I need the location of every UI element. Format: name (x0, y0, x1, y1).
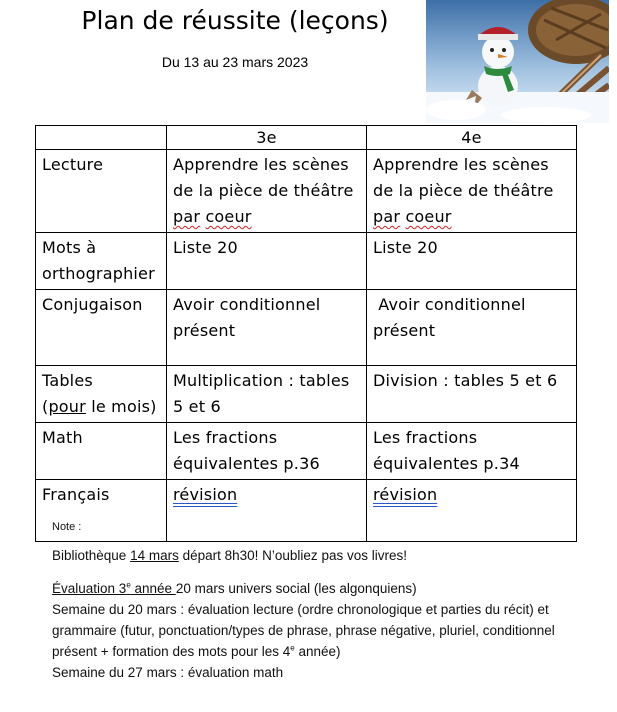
table-row (36, 150, 577, 233)
header-cell-3e: 3e (167, 126, 367, 150)
subject-cell: Français (36, 480, 167, 542)
week-20-note: Semaine du 20 mars : évaluation lecture (ordre chronologique et parties du récit) et grammaire (futur, ponctuation/types de phrase, phrase négative, pluriel, conditionnel présent + formation des mots pour les 4e année) (52, 602, 555, 659)
date-range: Du 13 au 23 mars 2023 (161, 54, 309, 70)
notes-section (52, 521, 572, 683)
note-label: Note : (52, 521, 82, 533)
table-row (36, 233, 577, 290)
grade4-cell: Apprendre les scènes de la pièce de théâtre par coeur (367, 150, 577, 233)
grade4-cell: Avoir conditionnel présent (367, 290, 577, 366)
grade3-cell: Les fractions équivalentes p.36 (167, 423, 367, 480)
subject-cell: Math (36, 423, 167, 480)
subject-cell: Lecture (36, 150, 167, 233)
lesson-table (35, 125, 577, 542)
grade4-cell: Division : tables 5 et 6 (367, 366, 577, 423)
table-header-row (36, 126, 577, 150)
library-note: Bibliothèque 14 mars départ 8h30! N’oubliez pas vos livres! (52, 548, 407, 563)
subject-cell: Conjugaison (36, 290, 167, 366)
snowman-photo (426, 0, 609, 123)
table-row (36, 366, 577, 423)
table-row (36, 423, 577, 480)
grade4-cell: révision (367, 480, 577, 542)
grade3-cell: Apprendre les scènes de la pièce de théâtre par coeur (167, 150, 367, 233)
table-row (36, 290, 577, 366)
grade3-cell: Liste 20 (167, 233, 367, 290)
evaluation-note: Évaluation 3e année 20 mars univers social (les algonquiens) (52, 580, 417, 596)
grade3-cell: révision (167, 480, 367, 542)
subject-cell: Tables (pour le mois) (36, 366, 167, 423)
page-title: Plan de réussite (leçons) (81, 6, 389, 35)
grade3-cell: Avoir conditionnel présent (167, 290, 367, 366)
grade3-cell: Multiplication : tables 5 et 6 (167, 366, 367, 423)
header-cell-subject (36, 126, 167, 150)
grade4-cell: Liste 20 (367, 233, 577, 290)
week-27-note: Semaine du 27 mars : évaluation math (52, 665, 284, 680)
header-cell-4e: 4e (367, 126, 577, 150)
grade4-cell: Les fractions équivalentes p.34 (367, 423, 577, 480)
subject-cell: Mots à orthographier (36, 233, 167, 290)
